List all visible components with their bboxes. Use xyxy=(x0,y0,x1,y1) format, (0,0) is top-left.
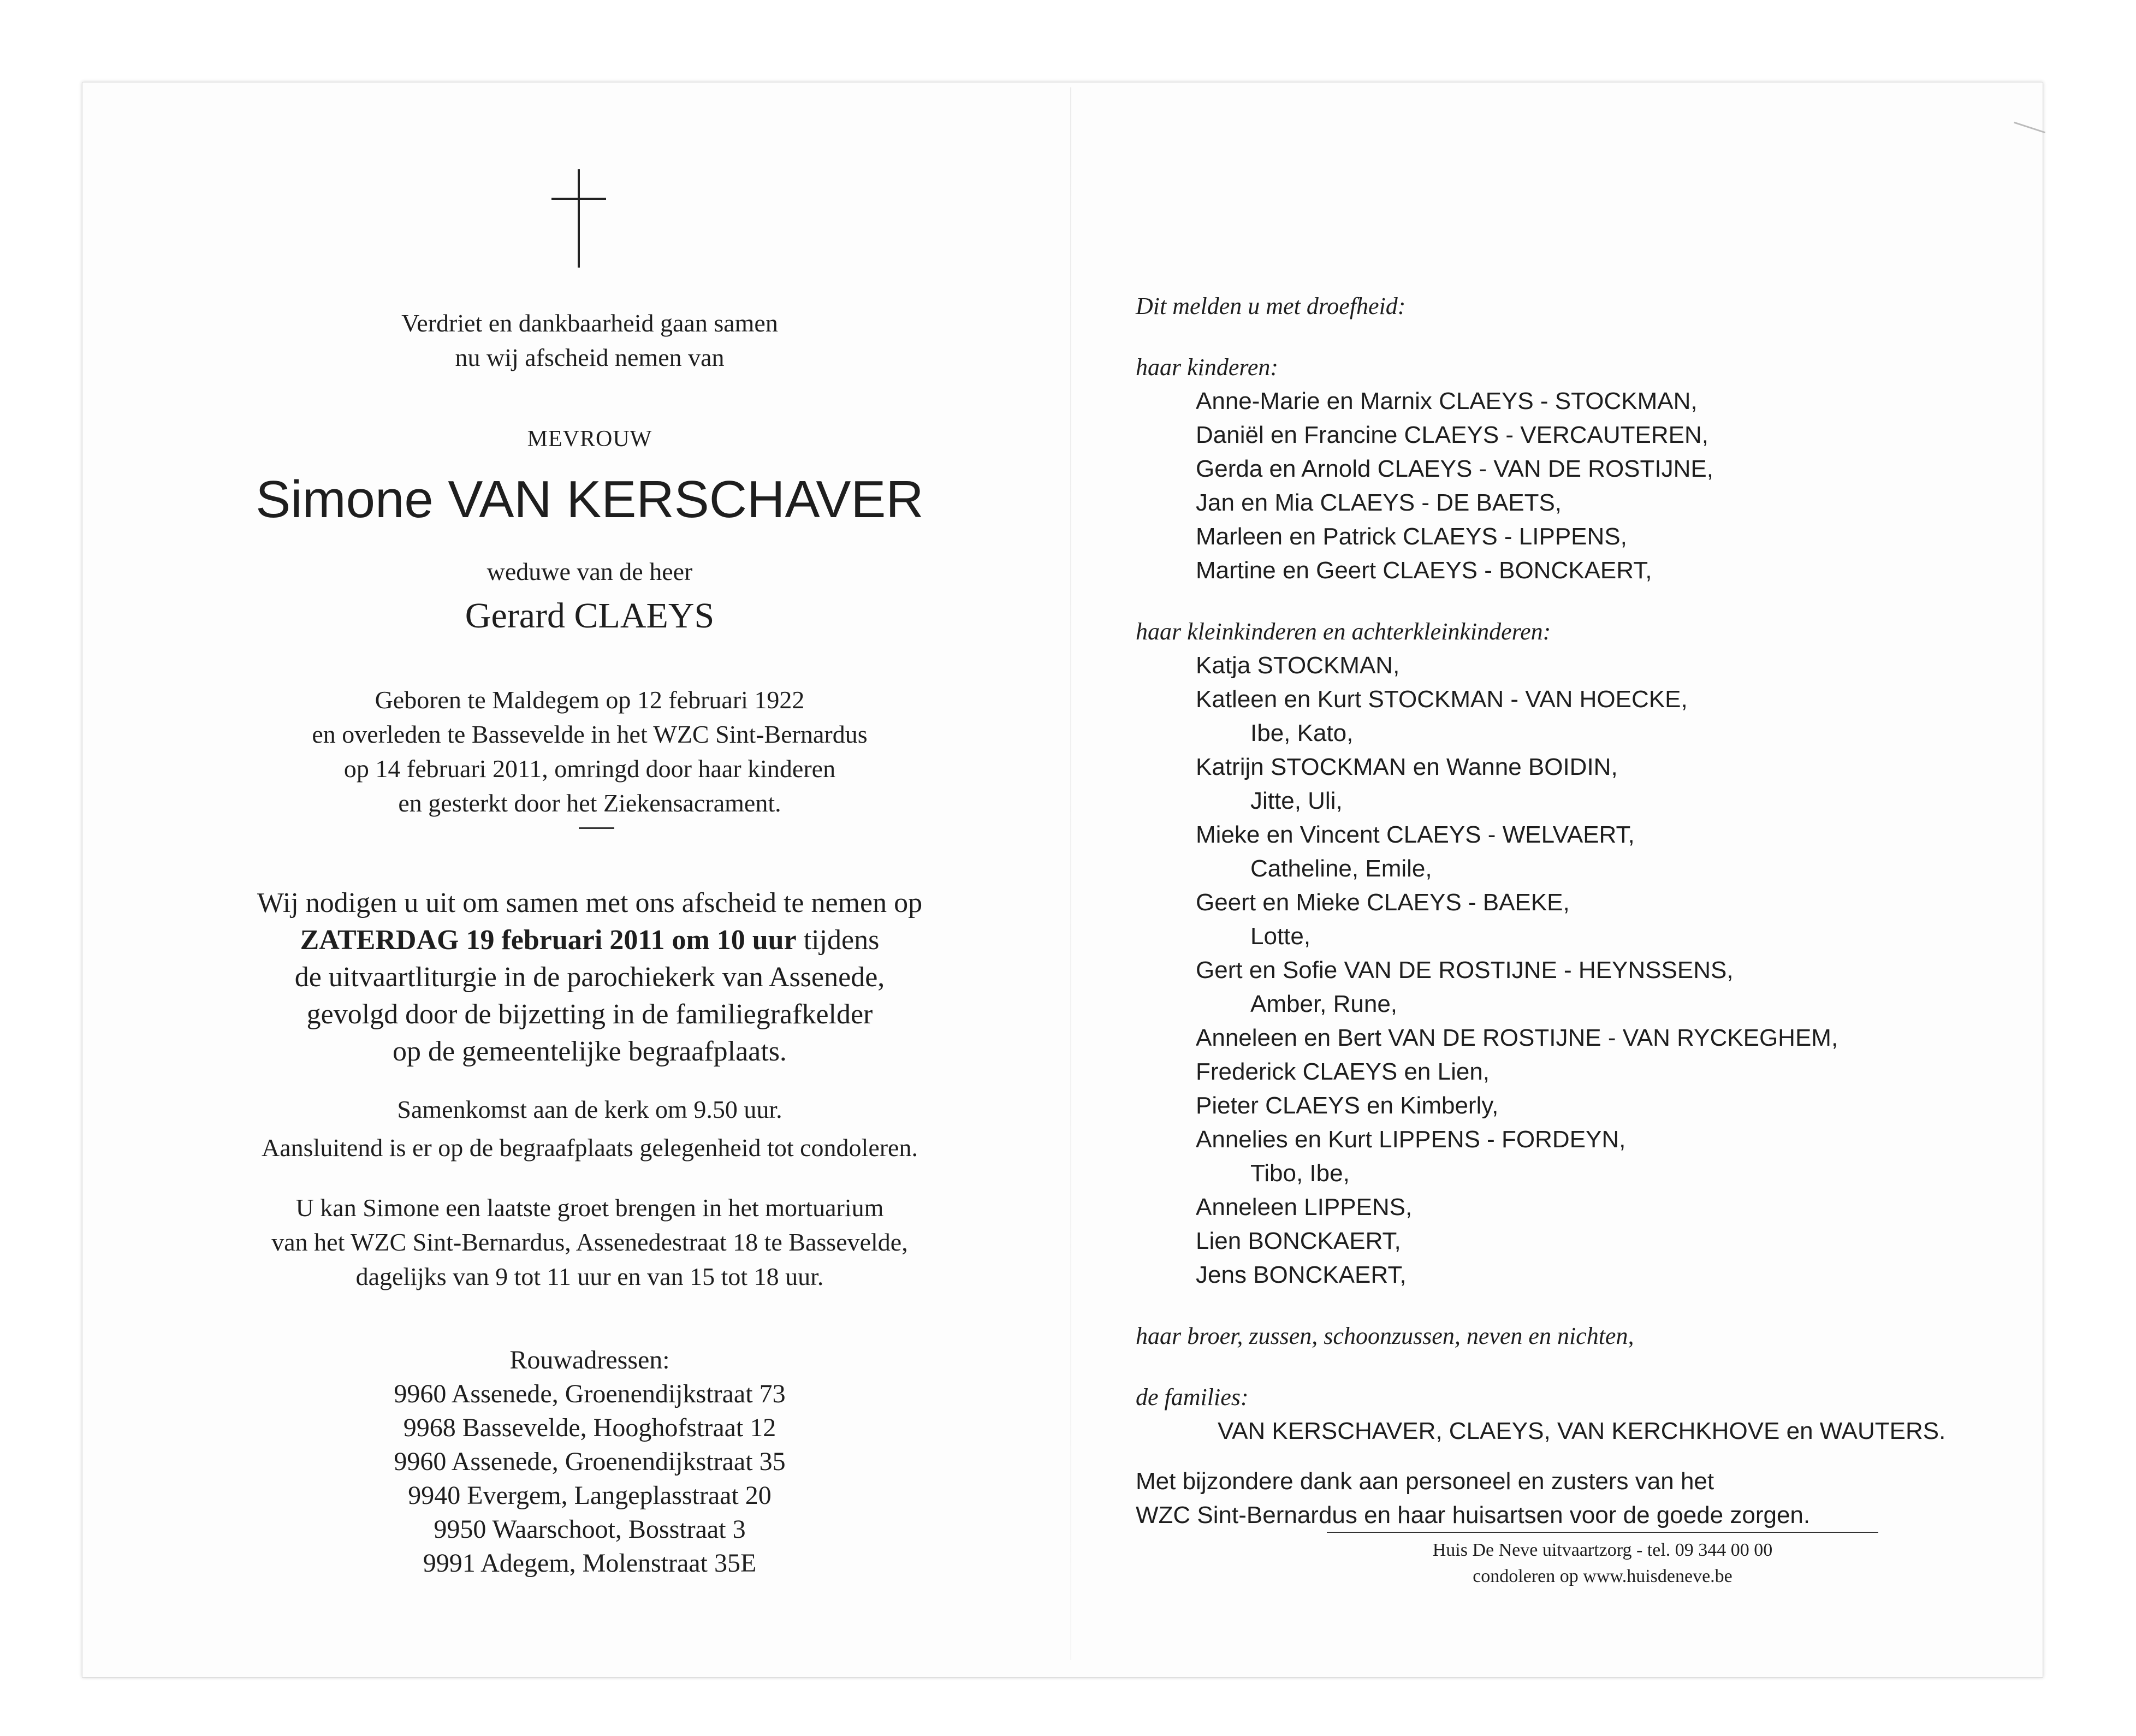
widow-of-label: weduwe van de heer xyxy=(486,558,693,585)
center-fold xyxy=(1070,87,1071,1660)
child-entry: Gerda en Arnold CLAEYS - VAN DE ROSTIJNE, xyxy=(1196,455,1713,482)
child-entry: Daniël en Francine CLAEYS - VERCAUTEREN, xyxy=(1196,422,1708,448)
address-line: 9950 Waarschoot, Bosstraat 3 xyxy=(434,1515,746,1544)
folded-corner xyxy=(2007,122,2045,154)
address-line: 9968 Bassevelde, Hooghofstraat 12 xyxy=(403,1413,776,1442)
grandchild-entry: Lien BONCKAERT, xyxy=(1196,1228,1401,1254)
grandchildren-heading: haar kleinkinderen en achterkleinkinderen: xyxy=(1136,618,1551,645)
grandchild-entry: Jens BONCKAERT, xyxy=(1196,1261,1407,1288)
husband-name: Gerard CLAEYS xyxy=(465,596,715,636)
funeral-invitation: Wij nodigen u uit om samen met ons afscheid te nemen op ZATERDAG 19 februari 2011 om 10 uur tijdens de uitvaartliturgie in de parochiekerk van Assenede, gevolgd door de bijzetting in de familiegrafkelder op de gemeentelijke begraafplaats. xyxy=(257,887,923,1067)
grandchild-entry: Frederick CLAEYS en Lien, xyxy=(1196,1058,1490,1085)
cross-icon xyxy=(551,169,606,268)
families-list: VAN KERSCHAVER, CLAEYS, VAN KERCHKHOVE en WAUTERS. xyxy=(1218,1418,1946,1444)
grandchild-entry: Katleen en Kurt STOCKMAN - VAN HOECKE, xyxy=(1196,686,1688,713)
greatgrandchild-entry: Ibe, Kato, xyxy=(1250,720,1354,746)
child-entry: Jan en Mia CLAEYS - DE BAETS, xyxy=(1196,489,1562,516)
deceased-name: Simone VAN KERSCHAVER xyxy=(256,470,924,529)
mourning-addresses: Rouwadressen: 9960 Assenede, Groenendijkstraat 73 9968 Bassevelde, Hooghofstraat 12 9960 Assenede, Groenendijkstraat 35 9940 Evergem, Langeplasstraat 20 9950 Waarschoot, Bosstraat 3 9991 Adegem, Molenstraat 35E xyxy=(164,1343,1016,1580)
announce-heading: Dit melden u met droefheid: xyxy=(1136,293,1406,319)
child-entry: Martine en Geert CLAEYS - BONCKAERT, xyxy=(1196,557,1652,584)
greatgrandchild-entry: Catheline, Emile, xyxy=(1250,855,1432,882)
grandchild-entry: Katja STOCKMAN, xyxy=(1196,652,1400,679)
intro-text: Verdriet en dankbaarheid gaan samen nu wij afscheid nemen van xyxy=(401,309,778,371)
funeral-home-footer xyxy=(1327,1537,1878,1590)
siblings-line: haar broer, zussen, schoonzussen, neven en nichten, xyxy=(1136,1323,1634,1349)
grandchild-entry: Gert en Sofie VAN DE ROSTIJNE - HEYNSSENS, xyxy=(1196,957,1734,983)
condolence-website: condoleren op www.huisdeneve.be xyxy=(1473,1566,1732,1586)
thanks-line: WZC Sint-Bernardus en haar huisartsen voor de goede zorgen. xyxy=(1136,1502,1811,1528)
greatgrandchild-entry: Tibo, Ibe, xyxy=(1250,1160,1350,1187)
greatgrandchild-entry: Jitte, Uli, xyxy=(1250,787,1343,814)
birth-death-text: Geboren te Maldegem op 12 februari 1922 en overleden te Bassevelde in het WZC Sint-Bernardus op 14 februari 2011, omringd door haar kinderen en gesterkt door het Ziekensacrament. xyxy=(312,686,868,817)
mortuarium-info: U kan Simone een laatste groet brengen in het mortuarium van het WZC Sint-Bernardus, Assenedestraat 18 te Bassevelde, dagelijks van 9 tot 11 uur en van 15 tot 18 uur. xyxy=(271,1194,908,1290)
separator-dash xyxy=(579,827,614,829)
grandchild-entry: Mieke en Vincent CLAEYS - WELVAERT, xyxy=(1196,821,1635,848)
greatgrandchild-entry: Amber, Rune, xyxy=(1250,991,1398,1017)
grandchild-entry: Katrijn STOCKMAN en Wanne BOIDIN, xyxy=(1196,754,1618,780)
grandchild-entry: Geert en Mieke CLAEYS - BAEKE, xyxy=(1196,889,1570,916)
child-entry: Anne-Marie en Marnix CLAEYS - STOCKMAN, xyxy=(1196,388,1698,414)
family-announcement xyxy=(1136,289,2020,1532)
families-heading: de families: xyxy=(1136,1384,1249,1411)
children-heading: haar kinderen: xyxy=(1136,354,1279,381)
grandchild-entry: Anneleen LIPPENS, xyxy=(1196,1194,1413,1220)
address-line: 9960 Assenede, Groenendijkstraat 73 xyxy=(394,1379,786,1408)
grandchild-entry: Pieter CLAEYS en Kimberly, xyxy=(1196,1092,1499,1119)
gathering-time: Samenkomst aan de kerk om 9.50 uur. xyxy=(397,1095,782,1123)
greatgrandchild-entry: Lotte, xyxy=(1250,923,1311,950)
address-line: 9991 Adegem, Molenstraat 35E xyxy=(423,1549,757,1578)
thanks-line: Met bijzondere dank aan personeel en zusters van het xyxy=(1136,1468,1714,1495)
funeral-date: ZATERDAG 19 februari 2011 om 10 uur xyxy=(300,925,797,956)
grandchild-entry: Annelies en Kurt LIPPENS - FORDEYN, xyxy=(1196,1126,1626,1153)
funeral-home-contact: Huis De Neve uitvaartzorg - tel. 09 344 00 00 xyxy=(1432,1540,1773,1560)
title-mevrouw: MEVROUW xyxy=(527,426,652,452)
child-entry: Marleen en Patrick CLAEYS - LIPPENS, xyxy=(1196,523,1627,550)
address-line: 9940 Evergem, Langeplasstraat 20 xyxy=(408,1481,772,1510)
condolence-note: Aansluitend is er op de begraafplaats gelegenheid tot condoleren. xyxy=(262,1134,918,1162)
grandchild-entry: Anneleen en Bert VAN DE ROSTIJNE - VAN RYCKEGHEM, xyxy=(1196,1024,1838,1051)
address-line: 9960 Assenede, Groenendijkstraat 35 xyxy=(394,1447,786,1476)
footer-rule xyxy=(1327,1532,1878,1533)
